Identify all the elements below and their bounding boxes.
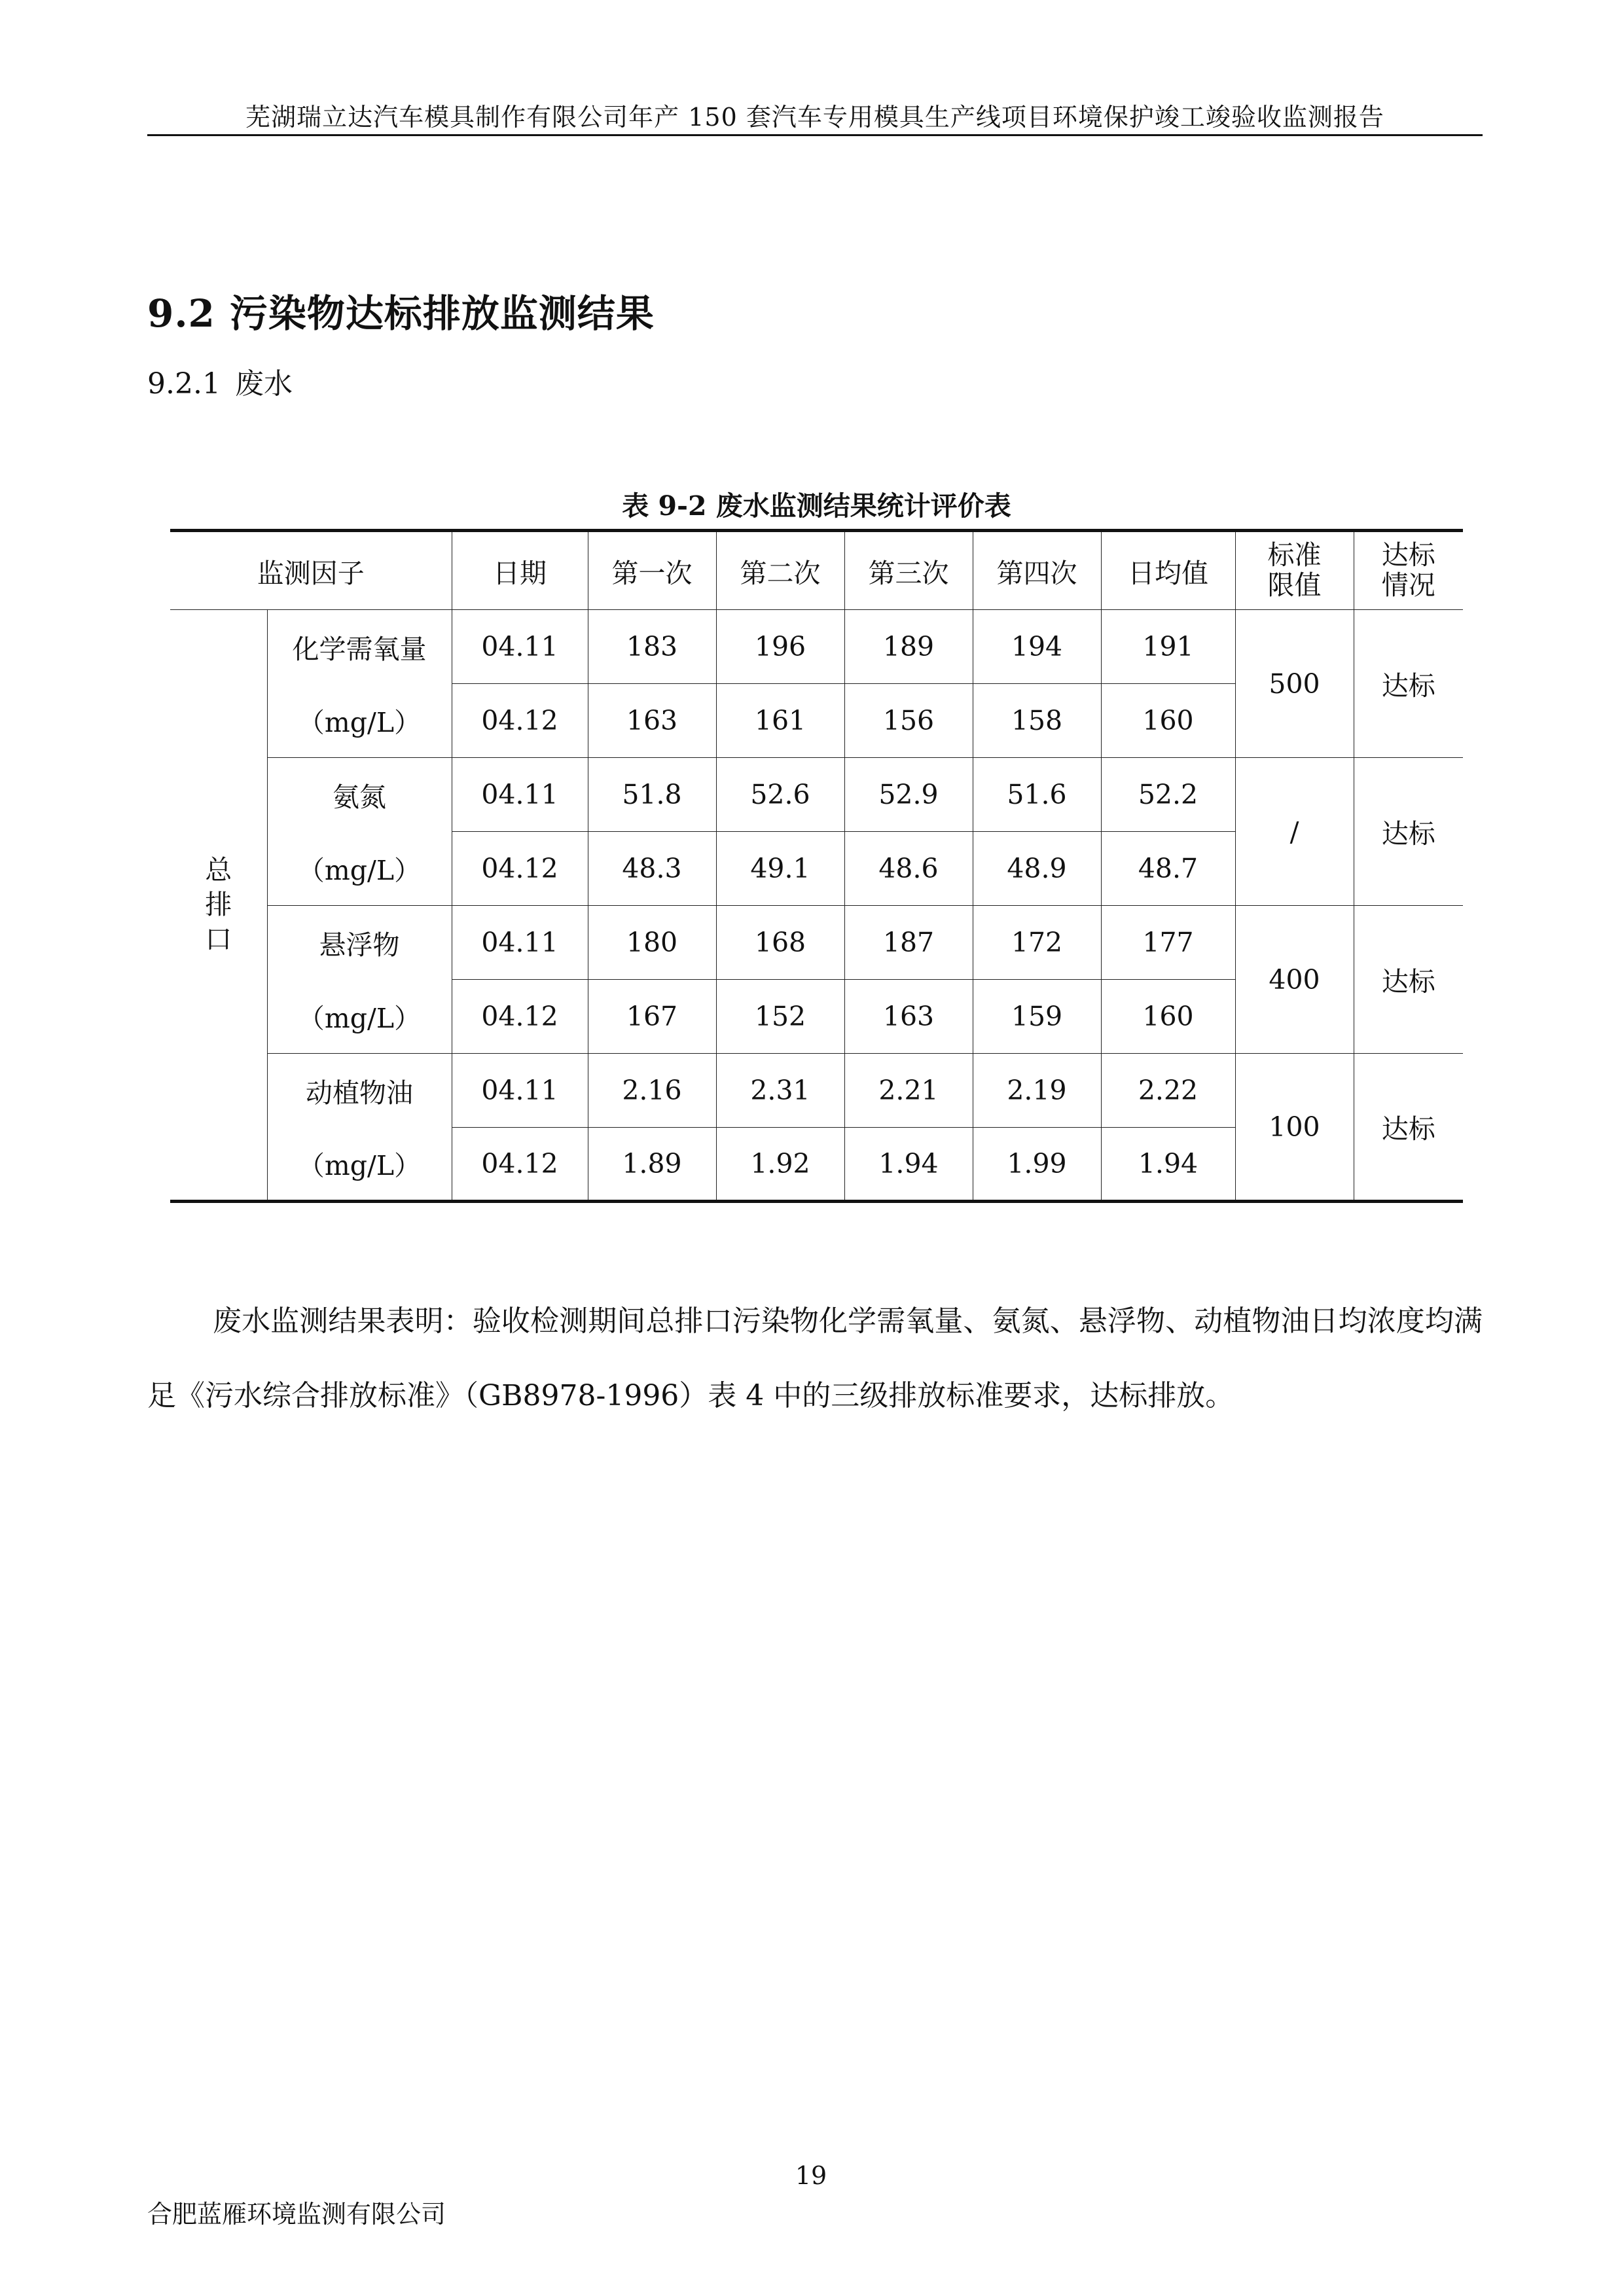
header-first: 第一次: [588, 531, 716, 610]
status-cell: 达标: [1354, 610, 1463, 758]
wastewater-results-table: [170, 529, 1463, 1203]
value-cell: 163: [588, 684, 716, 758]
header-fourth: 第四次: [973, 531, 1101, 610]
header-second: 第二次: [716, 531, 844, 610]
pollutant-name: 氨氮: [267, 758, 452, 832]
date-cell: 04.11: [452, 610, 588, 684]
limit-cell: /: [1235, 758, 1354, 906]
date-cell: 04.11: [452, 906, 588, 980]
conclusion-paragraph: [147, 1284, 1483, 1433]
header-status: [1354, 531, 1463, 610]
avg-cell: 160: [1101, 684, 1235, 758]
date-cell: 04.12: [452, 1128, 588, 1202]
pollutant-unit: （mg/L）: [267, 980, 452, 1054]
location-char: 排: [205, 888, 232, 920]
value-cell: 168: [716, 906, 844, 980]
header-limit-line2: 限值: [1267, 569, 1322, 601]
header-limit-line1: 标准: [1267, 539, 1322, 571]
limit-cell: 500: [1235, 610, 1354, 758]
value-cell: 152: [716, 980, 844, 1054]
date-cell: 04.12: [452, 684, 588, 758]
table-row: [170, 758, 1463, 832]
avg-cell: 52.2: [1101, 758, 1235, 832]
pollutant-unit: （mg/L）: [267, 1128, 452, 1202]
subsection-title-text: 废水: [234, 367, 293, 401]
location-cell: [170, 610, 267, 1202]
value-cell: 163: [844, 980, 973, 1054]
header-rule: [147, 134, 1483, 136]
section-title-text: 污染物达标排放监测结果: [229, 291, 655, 336]
value-cell: 159: [973, 980, 1101, 1054]
header-factor: 监测因子: [170, 531, 452, 610]
pollutant-name: 悬浮物: [267, 906, 452, 980]
value-cell: 172: [973, 906, 1101, 980]
value-cell: 49.1: [716, 832, 844, 906]
value-cell: 48.9: [973, 832, 1101, 906]
value-cell: 52.9: [844, 758, 973, 832]
date-cell: 04.11: [452, 1054, 588, 1128]
table-caption: 表 9-2 废水监测结果统计评价表: [622, 490, 1011, 522]
value-cell: 194: [973, 610, 1101, 684]
date-cell: 04.12: [452, 980, 588, 1054]
subsection-number: 9.2.1: [147, 367, 221, 401]
status-cell: 达标: [1354, 906, 1463, 1054]
avg-cell: 48.7: [1101, 832, 1235, 906]
value-cell: 161: [716, 684, 844, 758]
conclusion-text: 废水监测结果表明：验收检测期间总排口污染物化学需氧量、氨氮、悬浮物、动植物油日均浓度均满足《污水综合排放标准》（GB8978-1996）表 4 中的三级排放标准要求，达标排放。: [147, 1304, 1483, 1412]
header-daily-avg: 日均值: [1101, 531, 1235, 610]
pollutant-unit: （mg/L）: [267, 832, 452, 906]
header-status-line2: 情况: [1381, 569, 1435, 601]
avg-cell: 177: [1101, 906, 1235, 980]
value-cell: 2.31: [716, 1054, 844, 1128]
location-char: 总: [205, 853, 232, 886]
table-row: [170, 1054, 1463, 1128]
page-number: 19: [795, 2161, 827, 2190]
table-row: [170, 610, 1463, 684]
value-cell: 48.6: [844, 832, 973, 906]
value-cell: 2.19: [973, 1054, 1101, 1128]
date-cell: 04.11: [452, 758, 588, 832]
pollutant-name: 化学需氧量: [267, 610, 452, 684]
value-cell: 1.99: [973, 1128, 1101, 1202]
date-cell: 04.12: [452, 832, 588, 906]
value-cell: 167: [588, 980, 716, 1054]
header-limit: [1235, 531, 1354, 610]
limit-cell: 100: [1235, 1054, 1354, 1202]
section-number: 9.2: [147, 291, 215, 336]
value-cell: 180: [588, 906, 716, 980]
value-cell: 189: [844, 610, 973, 684]
pollutant-name: 动植物油: [267, 1054, 452, 1128]
status-cell: 达标: [1354, 1054, 1463, 1202]
running-header: 芜湖瑞立达汽车模具制作有限公司年产 150 套汽车专用模具生产线项目环境保护竣工竣验收监测报告: [245, 103, 1384, 132]
value-cell: 187: [844, 906, 973, 980]
header-status-line1: 达标: [1381, 539, 1435, 571]
value-cell: 51.6: [973, 758, 1101, 832]
pollutant-unit: （mg/L）: [267, 684, 452, 758]
value-cell: 1.92: [716, 1128, 844, 1202]
footer-company: 合肥蓝雁环境监测有限公司: [147, 2200, 446, 2229]
avg-cell: 1.94: [1101, 1128, 1235, 1202]
section-title: [147, 283, 655, 338]
value-cell: 1.94: [844, 1128, 973, 1202]
table-header-row: [170, 531, 1463, 610]
value-cell: 2.16: [588, 1054, 716, 1128]
value-cell: 196: [716, 610, 844, 684]
avg-cell: 2.22: [1101, 1054, 1235, 1128]
header-date: 日期: [452, 531, 588, 610]
subsection-title: [147, 360, 293, 402]
value-cell: 156: [844, 684, 973, 758]
value-cell: 51.8: [588, 758, 716, 832]
value-cell: 183: [588, 610, 716, 684]
value-cell: 158: [973, 684, 1101, 758]
location-char: 口: [205, 924, 232, 956]
value-cell: 48.3: [588, 832, 716, 906]
table-row: [170, 906, 1463, 980]
avg-cell: 160: [1101, 980, 1235, 1054]
value-cell: 52.6: [716, 758, 844, 832]
header-third: 第三次: [844, 531, 973, 610]
avg-cell: 191: [1101, 610, 1235, 684]
value-cell: 1.89: [588, 1128, 716, 1202]
limit-cell: 400: [1235, 906, 1354, 1054]
status-cell: 达标: [1354, 758, 1463, 906]
value-cell: 2.21: [844, 1054, 973, 1128]
